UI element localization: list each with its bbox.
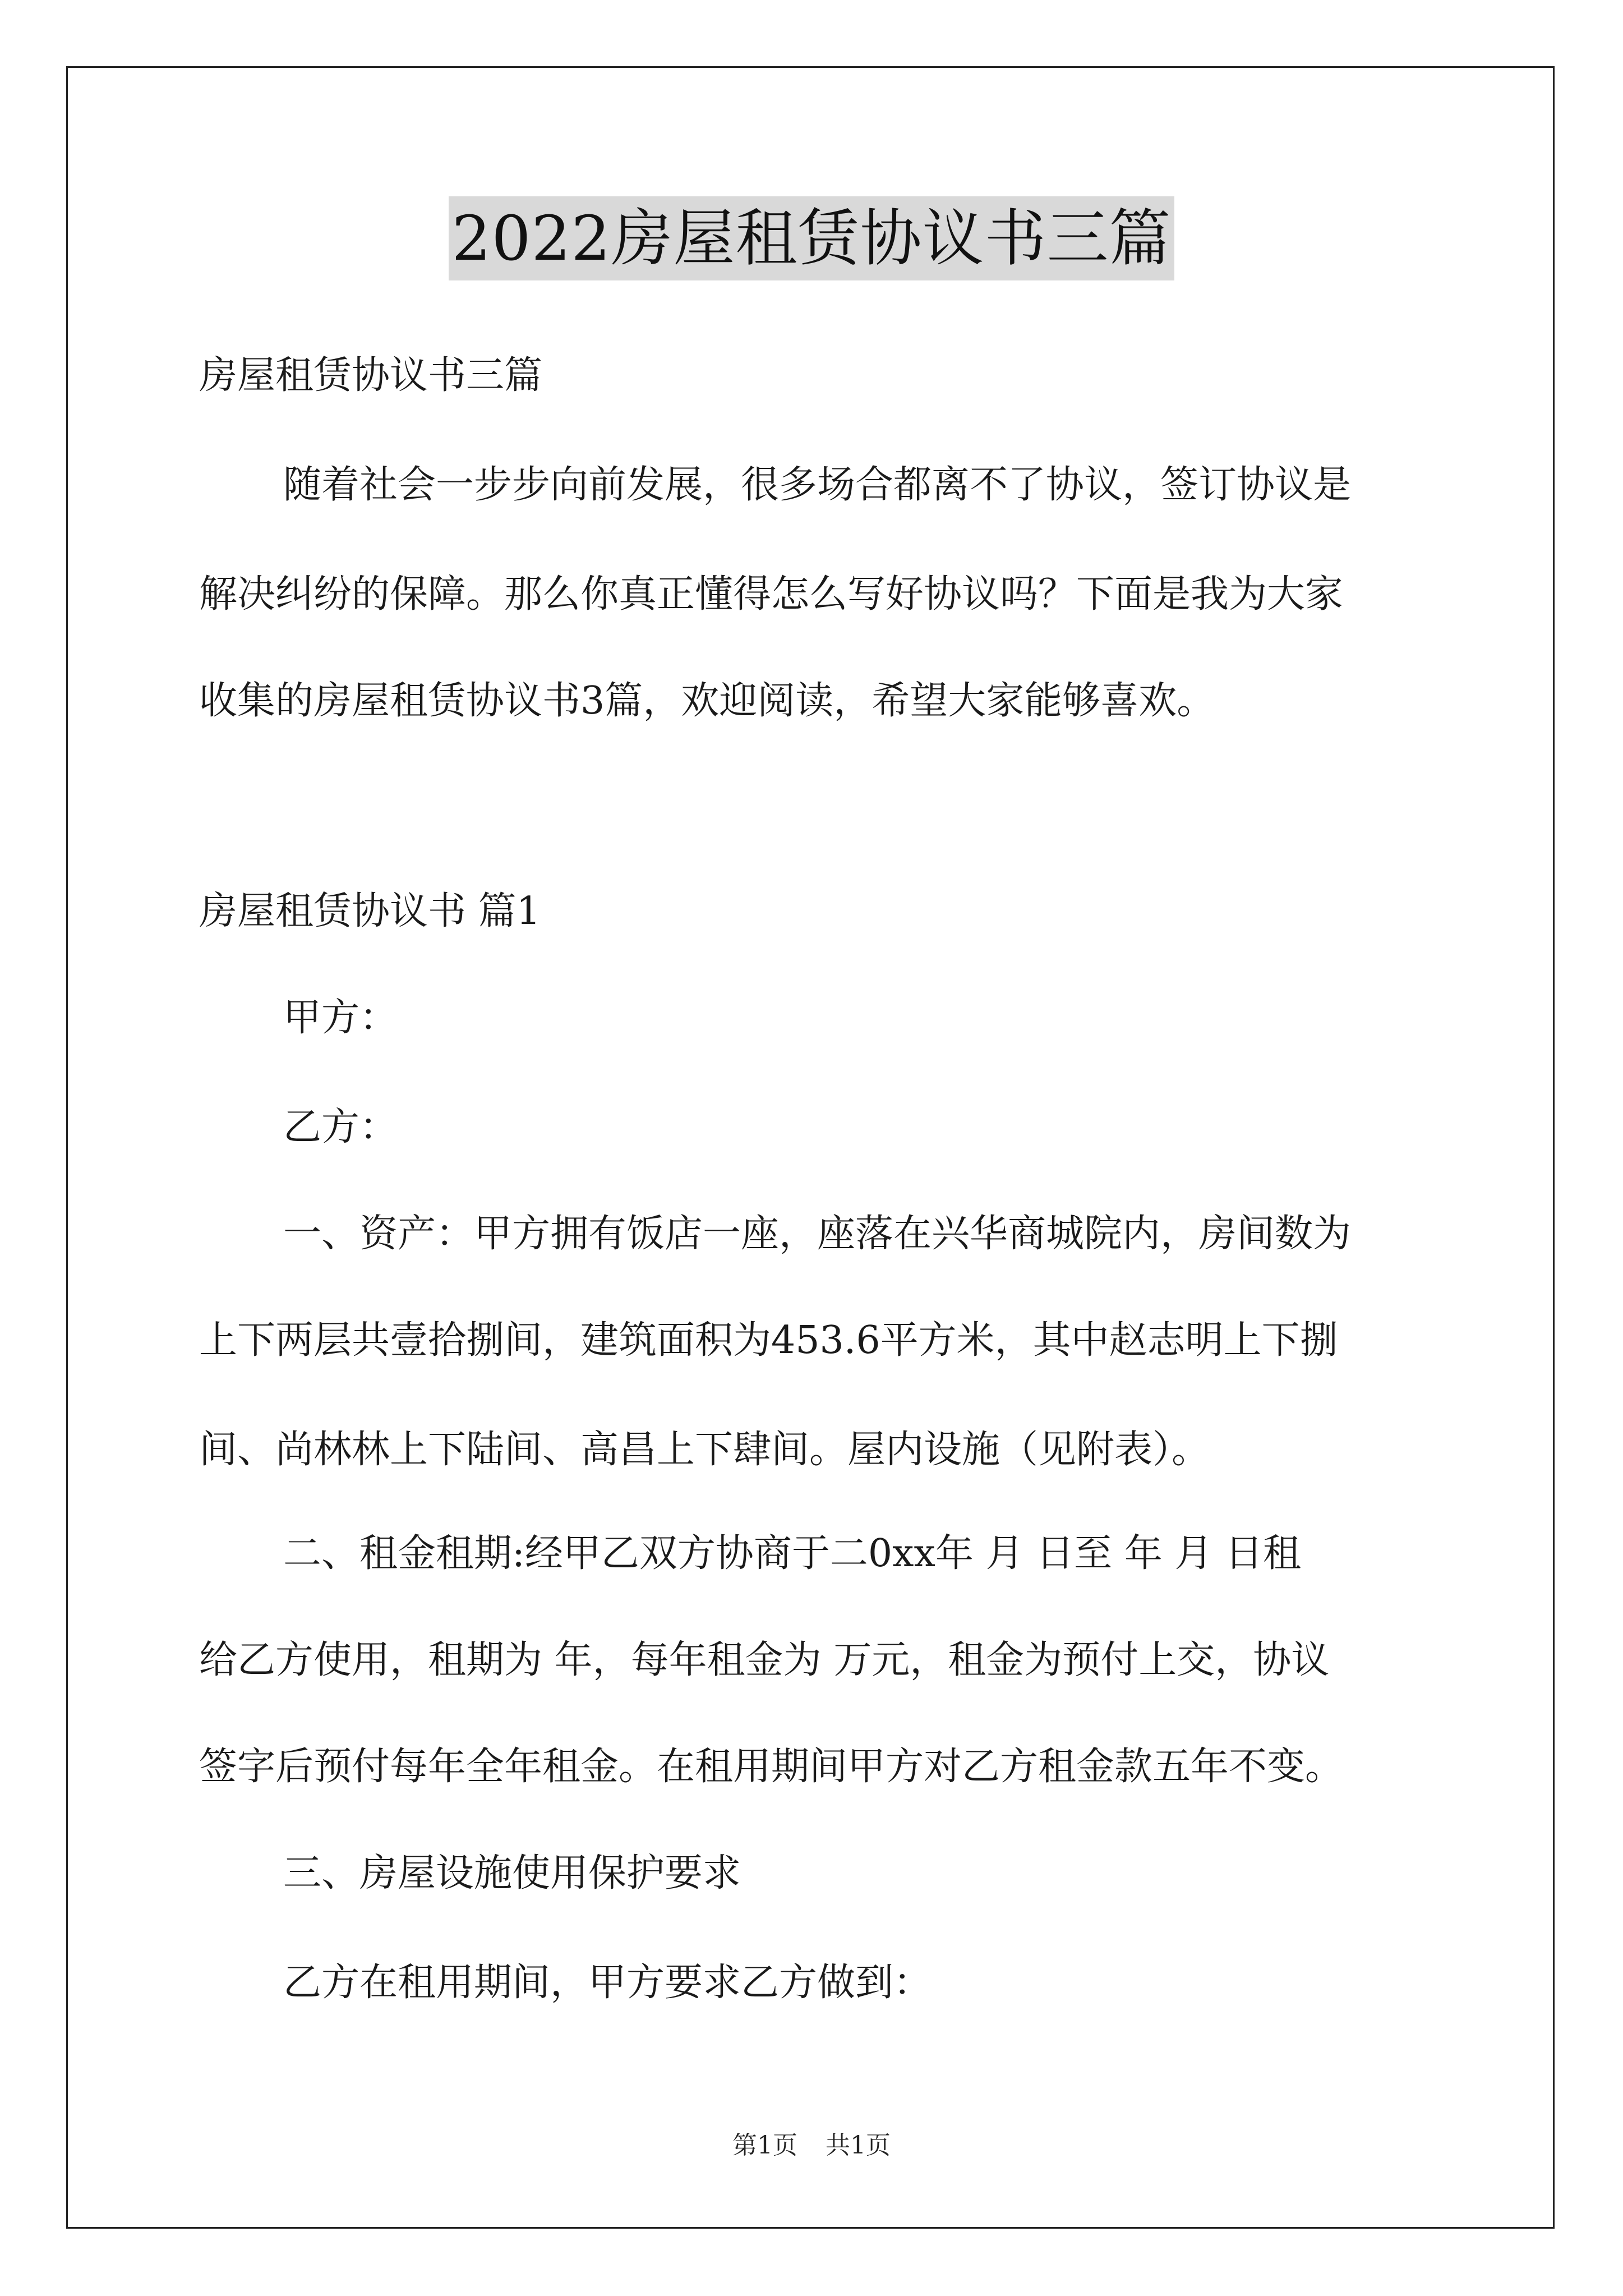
clause1-line-3: 间、尚林林上下陆间、高昌上下肆间。屋内设施（见附表）。	[199, 1428, 1210, 1472]
document-title: 2022房屋租赁协议书三篇	[449, 196, 1175, 280]
clause3-intro: 乙方在租用期间，甲方要求乙方做到：	[283, 1961, 932, 2005]
intro-line-2: 解决纠纷的保障。那么你真正懂得怎么写好协议吗？下面是我为大家	[199, 572, 1344, 616]
section-heading: 房屋租赁协议书 篇1	[199, 889, 541, 933]
intro-line-3: 收集的房屋租赁协议书3篇，欢迎阅读，希望大家能够喜欢。	[199, 679, 1215, 723]
title-container	[0, 196, 1623, 280]
clause1-line-2: 上下两层共壹拾捌间，建筑面积为453.6平方米，其中赵志明上下捌	[199, 1318, 1338, 1363]
document-subtitle: 房屋租赁协议书三篇	[199, 353, 543, 398]
clause1-line-1: 一、资产：甲方拥有饭店一座，座落在兴华商城院内，房间数为	[283, 1212, 1352, 1256]
page-footer	[0, 2129, 1623, 2162]
page-total: 共1页	[826, 2131, 891, 2160]
page-number: 第1页	[732, 2131, 797, 2160]
clause3-heading: 三、房屋设施使用保护要求	[283, 1851, 741, 1895]
intro-line-1: 随着社会一步步向前发展，很多场合都离不了协议，签订协议是	[283, 463, 1352, 507]
party-b: 乙方：	[283, 1105, 398, 1149]
clause2-line-2: 给乙方使用，租期为 年，每年租金为 万元，租金为预付上交，协议	[199, 1638, 1330, 1682]
party-a: 甲方：	[283, 996, 398, 1040]
clause2-line-1: 二、租金租期:经甲乙双方协商于二0xx年 月 日至 年 月 日租	[283, 1531, 1301, 1576]
clause2-line-3: 签字后预付每年全年租金。在租用期间甲方对乙方租金款五年不变。	[199, 1745, 1344, 1789]
